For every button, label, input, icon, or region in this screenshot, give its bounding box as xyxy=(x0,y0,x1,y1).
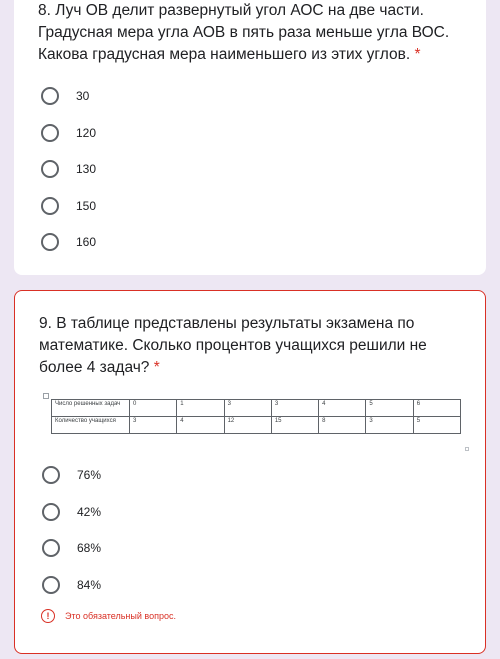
options-list xyxy=(39,457,461,603)
option-label: 68% xyxy=(77,541,102,556)
table-cell: 5 xyxy=(413,417,460,434)
table-cell: 12 xyxy=(224,417,271,434)
option-30[interactable] xyxy=(38,78,462,115)
question-title xyxy=(38,0,462,66)
radio-button[interactable] xyxy=(42,539,60,557)
table-cell: 4 xyxy=(177,417,224,434)
option-label: 42% xyxy=(77,504,102,519)
table-cell: Количество учащихся xyxy=(52,417,130,434)
option-label: 130 xyxy=(76,162,97,177)
table-cell: 8 xyxy=(319,417,366,434)
option-68[interactable] xyxy=(39,530,461,567)
option-84[interactable] xyxy=(39,567,461,604)
option-label: 76% xyxy=(77,468,102,483)
radio-button[interactable] xyxy=(42,503,60,521)
question-card-8 xyxy=(14,0,486,275)
table-cell: Число решенных задач xyxy=(52,400,130,417)
option-76[interactable] xyxy=(39,457,461,494)
option-label: 30 xyxy=(76,89,90,104)
option-120[interactable] xyxy=(38,115,462,152)
table-cell: 3 xyxy=(271,400,318,417)
option-130[interactable] xyxy=(38,151,462,188)
table-cell: 6 xyxy=(413,400,460,417)
table-cell: 1 xyxy=(177,400,224,417)
table-move-handle-icon xyxy=(43,393,49,399)
table-row xyxy=(52,400,461,417)
table-cell: 3 xyxy=(366,417,413,434)
radio-button[interactable] xyxy=(41,233,59,251)
option-42[interactable] xyxy=(39,494,461,531)
radio-button[interactable] xyxy=(41,124,59,142)
radio-button[interactable] xyxy=(42,576,60,594)
question-title xyxy=(39,313,461,379)
results-table-image xyxy=(43,393,467,455)
required-asterisk: * xyxy=(414,46,421,63)
option-label: 160 xyxy=(76,235,97,250)
question-card-9 xyxy=(14,290,486,654)
results-table xyxy=(51,399,461,434)
radio-button[interactable] xyxy=(41,87,59,105)
table-cell: 3 xyxy=(130,417,177,434)
table-cell: 4 xyxy=(319,400,366,417)
table-cell: 3 xyxy=(224,400,271,417)
options-list xyxy=(38,78,462,261)
option-160[interactable] xyxy=(38,224,462,261)
table-cell: 5 xyxy=(366,400,413,417)
required-error-message xyxy=(41,609,461,623)
option-label: 120 xyxy=(76,125,97,140)
table-cell: 15 xyxy=(271,417,318,434)
radio-button[interactable] xyxy=(42,466,60,484)
radio-button[interactable] xyxy=(41,197,59,215)
option-label: 150 xyxy=(76,198,97,213)
question-text: 8. Луч ОВ делит развернутый угол АОС на две части. Градусная мера угла АОВ в пять раза меньше угла ВОС. Какова градусная мера наименьшего из этих углов. xyxy=(38,2,450,63)
option-150[interactable] xyxy=(38,188,462,225)
error-icon: ! xyxy=(41,609,55,623)
table-resize-handle-icon xyxy=(465,447,469,451)
table-cell: 0 xyxy=(130,400,177,417)
radio-button[interactable] xyxy=(41,160,59,178)
error-text: Это обязательный вопрос. xyxy=(65,611,176,621)
option-label: 84% xyxy=(77,577,102,592)
table-row xyxy=(52,417,461,434)
required-asterisk: * xyxy=(153,359,160,376)
question-text: 9. В таблице представлены результаты экзамена по математике. Сколько процентов учащихся решили не более 4 задач? xyxy=(39,315,427,376)
